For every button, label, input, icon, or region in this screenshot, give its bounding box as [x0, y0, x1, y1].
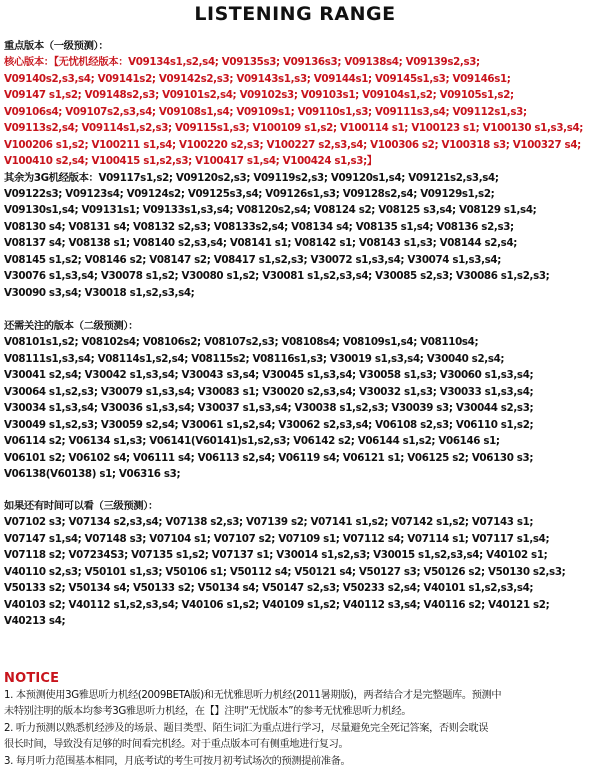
version-line: V07102 s3; V07134 s2,s3,s4; V07138 s2,s3; V07139 s2; V07141 s1,s2; V07142 s1,s2; V07143 s1;	[4, 516, 534, 529]
section-level-2	[4, 318, 586, 482]
version-line: V30049 s1,s2,s3; V30059 s2,s4; V30061 s1,s2,s4; V30062 s2,s3,s4; V06108 s2,s3; V06110 s1,s2;	[4, 418, 534, 431]
notice-line: 2. 听力预测以熟悉机经涉及的场景、题目类型、陌生词汇为重点进行学习，尽量避免完全死记答案，否则会耽误	[4, 722, 489, 734]
version-line: V40213 s4;	[4, 615, 66, 628]
version-line: V08130 s4; V08131 s4; V08132 s2,s3; V08133s2,s4; V08134 s4; V08135 s1,s4; V08136 s2,s3;	[4, 220, 514, 233]
version-line: V06138(V60138) s1; V06316 s3;	[4, 467, 181, 480]
section-level-1	[4, 38, 586, 301]
version-line: V30041 s2,s4; V30042 s1,s3,s4; V30043 s3,s4; V30045 s1,s3,s4; V30058 s1,s3; V30060 s1,s3,s4;	[4, 369, 534, 382]
section-1-heading: 重点版本（一级预测）：	[4, 40, 109, 52]
version-line: V40110 s2,s3; V50101 s1,s3; V50106 s1; V50112 s4; V50121 s4; V50127 s3; V50126 s2; V50130 s2,s3;	[4, 565, 566, 578]
version-line: V06114 s2; V06134 s1,s3; V06141(V60141)s1,s2,s3; V06142 s2; V06144 s1,s2; V06146 s1;	[4, 435, 500, 448]
version-line: V07118 s2; V07234S3; V07135 s1,s2; V07137 s1; V30014 s1,s2,s3; V30015 s1,s2,s3,s4; V40102 s1;	[4, 549, 548, 562]
version-line: V09130s1,s4; V09131s1; V09133s1,s3,s4; V08120s2,s4; V08124 s2; V08125 s3,s4; V08129 s1,s4;	[4, 204, 537, 217]
section-3-heading: 如果还有时间可以看（三级预测）：	[4, 500, 158, 512]
notice-line: 未特别注明的版本均参考3G雅思听力机经，在【】注明“无忧版本”的参考无忧雅思听力机经。	[4, 706, 412, 718]
notice-body	[4, 688, 588, 770]
version-line: V50133 s2; V50134 s4; V50133 s2; V50134 s4; V50147 s2,s3; V50233 s2,s4; V40101 s1,s2,s3,s4;	[4, 582, 534, 595]
version-line: V08111s1,s3,s4; V08114s1,s2,s4; V08115s2; V08116s1,s3; V30019 s1,s3,s4; V30040 s2,s4;	[4, 352, 505, 365]
version-line: 其余为3G机经版本：V09117s1,s2; V09120s2,s3; V09119s2,s3; V09120s1,s4; V09121s2,s3,s4;	[4, 171, 499, 184]
core-line: V100410 s2,s4; V100415 s1,s2,s3; V100417 s1,s4; V100424 s1,s3;】	[4, 155, 377, 168]
version-line: V08101s1,s2; V08102s4; V08106s2; V08107s2,s3; V08108s4; V08109s1,s4; V08110s4;	[4, 336, 479, 349]
section-2-heading: 还需关注的版本（二级预测）：	[4, 320, 139, 332]
core-line: V09140s2,s3,s4; V09141s2; V09142s2,s3; V09143s1,s3; V09144s1; V09145s1,s3; V09146s1;	[4, 72, 511, 85]
notice-line: 3. 每月听力范围基本相同，月底考试的考生可按月初考试场次的预测提前准备。	[4, 755, 351, 767]
core-line: V09113s2,s4; V09114s1,s2,s3; V09115s1,s3; V100109 s1,s2; V100114 s1; V100123 s1; V100130 s1,s3,s4;	[4, 122, 584, 135]
version-line: V07147 s1,s4; V07148 s3; V07104 s1; V07107 s2; V07109 s1; V07112 s4; V07114 s1; V07117 s1,s4;	[4, 532, 550, 545]
core-line: 核心版本：【无忧机经版本：V09134s1,s2,s4; V09135s3; V09136s3; V09138s4; V09139s2,s3;	[4, 56, 480, 69]
version-line: V06101 s2; V06102 s4; V06111 s4; V06113 s2,s4; V06119 s4; V06121 s1; V06125 s2; V06130 s3;	[4, 451, 534, 464]
notice-line: 1. 本预测使用3G雅思听力机经(2009BETA版)和无忧雅思听力机经(2011暑期版)，两者结合才是完整题库。预测中	[4, 690, 502, 701]
notice-title: NOTICE	[4, 671, 60, 686]
version-line: V09122s3; V09123s4; V09124s2; V09125s3,s4; V09126s1,s3; V09128s2,s4; V09129s1,s2;	[4, 187, 495, 200]
core-line: V09147 s1,s2; V09148s2,s3; V09101s2,s4; V09102s3; V09103s1; V09104s1,s2; V09105s1,s2;	[4, 89, 514, 102]
version-line: V40103 s2; V40112 s1,s2,s3,s4; V40106 s1,s2; V40109 s1,s2; V40112 s3,s4; V40116 s2; V40121 s2;	[4, 598, 550, 611]
version-line: V30076 s1,s3,s4; V30078 s1,s2; V30080 s1,s2; V30081 s1,s2,s3,s4; V30085 s2,s3; V30086 s1,s2,s3;	[4, 270, 550, 283]
version-line: V30034 s1,s3,s4; V30036 s1,s3,s4; V30037 s1,s3,s4; V30038 s1,s2,s3; V30039 s3; V30044 s2,s3;	[4, 402, 534, 415]
core-line: V09106s4; V09107s2,s3,s4; V09108s1,s4; V09109s1; V09110s1,s3; V09111s3,s4; V09112s1,s3;	[4, 105, 527, 118]
version-line: V08137 s4; V08138 s1; V08140 s2,s3,s4; V08141 s1; V08142 s1; V08143 s1,s3; V08144 s2,s4;	[4, 237, 518, 250]
section-level-3	[4, 498, 586, 630]
page-title: LISTENING RANGE	[194, 3, 396, 25]
notice-line: 很长时间，导致没有足够的时间看完机经。对于重点版本可有侧重地进行复习。	[4, 739, 349, 751]
version-line: V08145 s1,s2; V08146 s2; V08147 s2; V08417 s1,s2,s3; V30072 s1,s3,s4; V30074 s1,s3,s4;	[4, 253, 501, 266]
version-line: V30090 s3,s4; V30018 s1,s2,s3,s4;	[4, 286, 195, 299]
core-line: V100206 s1,s2; V100211 s1,s4; V100220 s2,s3; V100227 s2,s3,s4; V100306 s2; V100318 s3; V100327 s4;	[4, 138, 581, 151]
version-line: V30064 s1,s2,s3; V30079 s1,s3,s4; V30083 s1; V30020 s2,s3,s4; V30032 s1,s3; V30033 s1,s3,s4;	[4, 385, 534, 398]
